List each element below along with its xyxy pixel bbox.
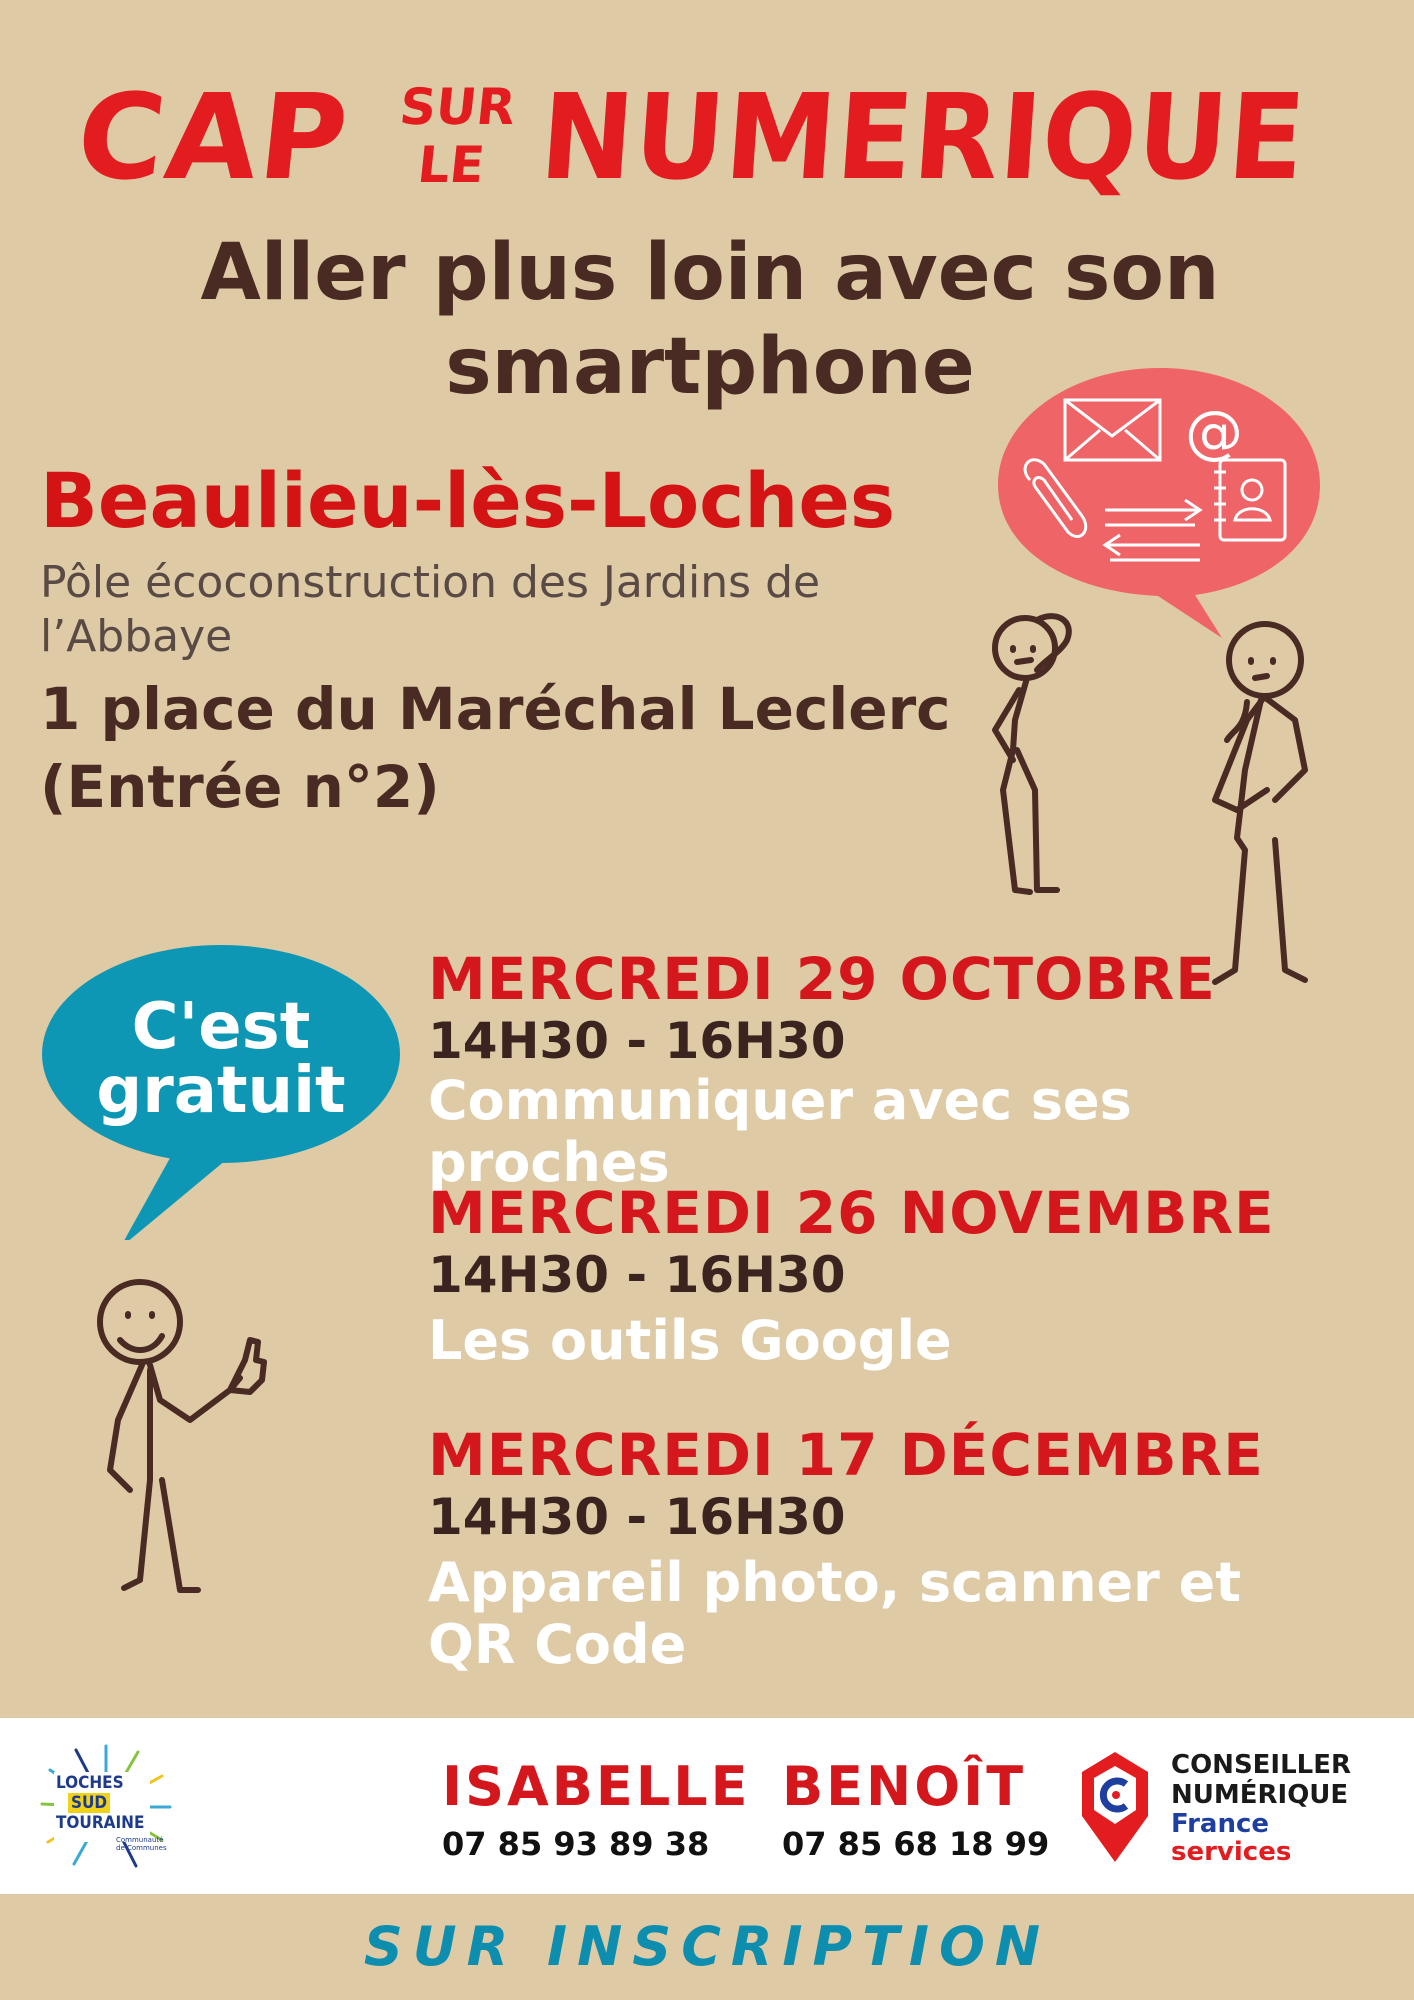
session-2 (428, 1180, 1388, 1372)
city-name: Beaulieu-lès-Loches (40, 456, 896, 545)
loches-tag2: de Communes (116, 1844, 167, 1852)
session-time: 14H30 - 16H30 (428, 1012, 846, 1070)
contact-isabelle (442, 1755, 751, 1863)
loches-logo-text (56, 1773, 144, 1833)
session-date: MERCREDI 26 NOVEMBRE (428, 1179, 1275, 1247)
fs-line2: NUMÉRIQUE (1171, 1780, 1349, 1810)
session-time: 14H30 - 16H30 (428, 1488, 846, 1546)
loches-tagline (116, 1836, 167, 1852)
stick-figure-scratching-head (995, 616, 1069, 892)
title-le: LE (414, 136, 488, 194)
loches-tag1: Communauté (116, 1836, 164, 1844)
stick-figure-thinking (1215, 624, 1305, 982)
title-cap: CAP (70, 68, 356, 206)
session-date: MERCREDI 29 OCTOBRE (428, 945, 1216, 1013)
session-date: MERCREDI 17 DÉCEMBRE (428, 1421, 1264, 1489)
gratuit-text (42, 990, 400, 1128)
at-sign-icon: @ (1185, 398, 1243, 466)
address-line2: (Entrée n°2) (40, 753, 440, 821)
contact-benoit (782, 1755, 1050, 1863)
france-services-text (1171, 1750, 1351, 1866)
loches-line1: LOCHES (56, 1773, 124, 1793)
gratuit-line1: C'est (131, 990, 311, 1064)
loches-line2: SUD (68, 1793, 110, 1813)
session-time: 14H30 - 16H30 (428, 1246, 846, 1304)
contact-phone[interactable]: 07 85 68 18 99 (782, 1825, 1050, 1863)
address-line1: 1 place du Maréchal Leclerc (40, 675, 951, 743)
session-topic-line2: QR Code (428, 1613, 687, 1676)
venue-line2: l’Abbaye (40, 611, 233, 662)
session-topic: Communiquer avec ses proches (428, 1069, 1132, 1194)
session-3 (428, 1422, 1388, 1676)
fs-line1: CONSEILLER (1171, 1750, 1352, 1780)
gratuit-line2: gratuit (96, 1054, 346, 1128)
contact-name: BENOÎT (782, 1755, 1027, 1818)
session-topic-line1: Appareil photo, scanner et (428, 1551, 1242, 1614)
session-1 (428, 946, 1388, 1194)
contact-name: ISABELLE (442, 1755, 751, 1818)
fs-line4: services (1171, 1837, 1292, 1867)
thumbs-up-figure-illustration (80, 1270, 280, 1620)
subtitle-line2: smartphone (445, 322, 975, 412)
registration-band: SUR INSCRIPTION (363, 1915, 1051, 1978)
session-topic: Les outils Google (428, 1309, 952, 1372)
fs-line3: France (1171, 1809, 1270, 1839)
loches-line3: TOURAINE (56, 1813, 145, 1833)
france-services-pin-icon (1078, 1748, 1152, 1866)
venue-name (40, 556, 940, 664)
title-numerique: NUMERIQUE (536, 68, 1311, 206)
subtitle-line1: Aller plus loin avec son (200, 228, 1220, 318)
thinking-people-illustration (975, 590, 1335, 990)
address (40, 670, 1000, 826)
venue-line1: Pôle écoconstruction des Jardins de (40, 557, 821, 608)
contact-phone[interactable]: 07 85 93 89 38 (442, 1825, 710, 1863)
title-sur: SUR (396, 78, 519, 136)
